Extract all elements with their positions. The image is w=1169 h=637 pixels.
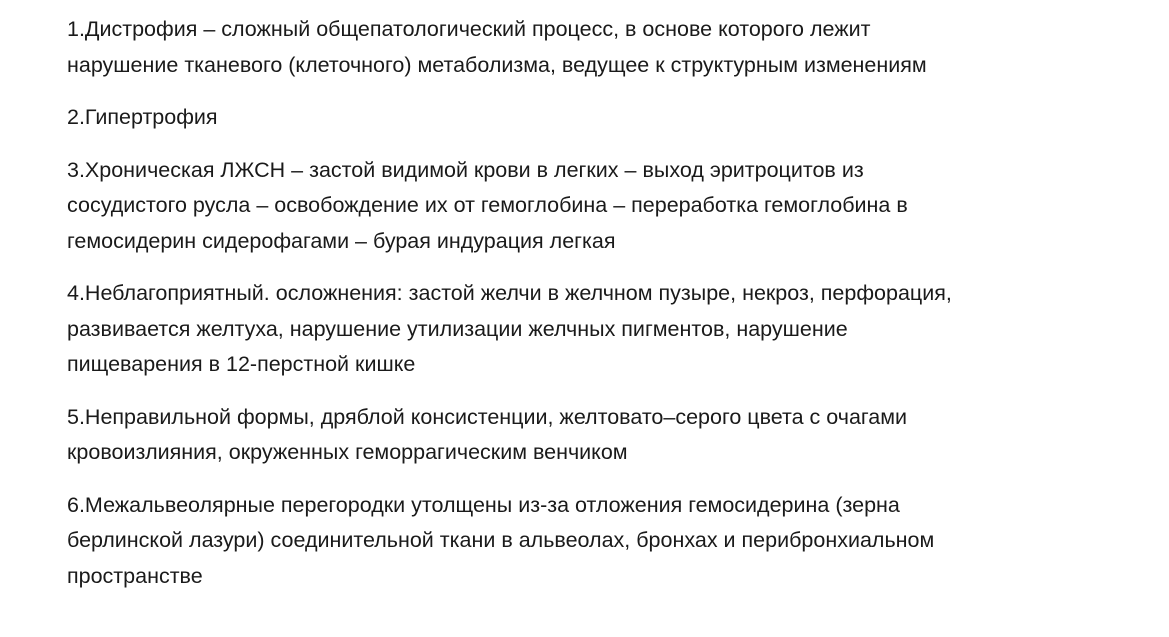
paragraph-line: 3.Хроническая ЛЖСН – застой видимой крови в легких – выход эритроцитов из <box>67 157 864 182</box>
paragraph-line: 6.Межальвеолярные перегородки утолщены из-за отложения гемосидерина (зерна <box>67 492 900 517</box>
answer-paragraph-1 <box>67 12 1157 83</box>
paragraph-line: гемосидерин сидерофагами – бурая индурация легкая <box>67 228 616 253</box>
paragraph-line: 4.Неблагоприятный. осложнения: застой желчи в желчном пузыре, некроз, перфорация, <box>67 281 952 305</box>
paragraph-line: нарушение тканевого (клеточного) метаболизма, ведущее к структурным изменениям <box>67 52 927 77</box>
paragraph-line: 2.Гипертрофия <box>67 105 218 129</box>
answer-paragraph-2 <box>67 100 1157 136</box>
paragraph-line: 5.Неправильной формы, дряблой консистенции, желтовато–серого цвета с очагами <box>67 404 908 429</box>
paragraph-line: сосудистого русла – освобождение их от гемоглобина – переработка гемоглобина в <box>67 193 908 217</box>
answer-paragraph-4 <box>67 276 1157 383</box>
paragraph-line: развивается желтуха, нарушение утилизации желчных пигментов, нарушение <box>67 316 848 341</box>
paragraph-line: пищеварения в 12-перстной кишке <box>67 352 416 376</box>
answer-paragraph-3 <box>67 153 1157 260</box>
paragraph-line: кровоизлияния, окруженных геморрагическим венчиком <box>67 440 628 464</box>
answer-paragraph-6 <box>67 488 1157 595</box>
answer-paragraph-5 <box>67 400 1157 471</box>
paragraph-line: берлинской лазури) соединительной ткани в альвеолах, бронхах и перибронхиальном <box>67 528 935 552</box>
paragraph-line: 1.Дистрофия – сложный общепатологический процесс, в основе которого лежит <box>67 17 871 41</box>
document-body <box>67 12 1157 611</box>
paragraph-line: пространстве <box>67 563 203 588</box>
